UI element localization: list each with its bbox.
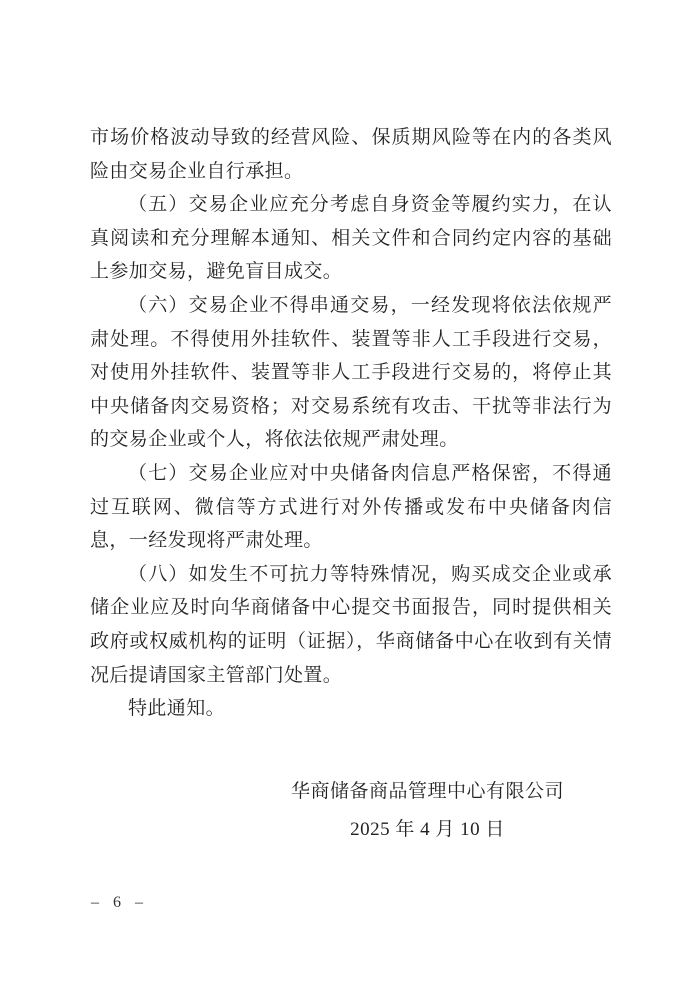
paragraph-continuation: 市场价格波动导致的经营风险、保质期风险等在内的各类风险由交易企业自行承担。 [90, 127, 612, 182]
signature-block [291, 775, 564, 847]
document-body [90, 121, 612, 847]
signature-date: 2025 年 4 月 10 日 [350, 819, 505, 841]
page-number: – 6 – [91, 894, 148, 911]
paragraph-item-8: （八）如发生不可抗力等特殊情况，购买成交企业或承储企业应及时向华商储备中心提交书面报告，同时提供相关政府或权威机构的证明（证据），华商储备中心在收到有关情况后提请国家主管部门处置。 [90, 563, 612, 686]
paragraph-item-5: （五）交易企业应充分考虑自身资金等履约实力，在认真阅读和充分理解本通知、相关文件和合同约定内容的基础上参加交易，避免盲目成交。 [90, 194, 612, 283]
paragraph-item-7: （七）交易企业应对中央储备肉信息严格保密，不得通过互联网、微信等方式进行对外传播或发布中央储备肉信息，一经发现将严肃处理。 [90, 462, 612, 552]
paragraph-closing-notice: 特此通知。 [128, 698, 226, 720]
signature-company-name: 华商储备商品管理中心有限公司 [290, 780, 564, 802]
paragraph-item-6: （六）交易企业不得串通交易，一经发现将依法依规严肃处理。不得使用外挂软件、装置等非人工手段进行交易，对使用外挂软件、装置等非人工手段进行交易的，将停止其中央储备肉交易资格；对交易系统有攻击、干扰等非法行为的交易企业或个人，将依法依规严肃处理。 [90, 294, 612, 451]
